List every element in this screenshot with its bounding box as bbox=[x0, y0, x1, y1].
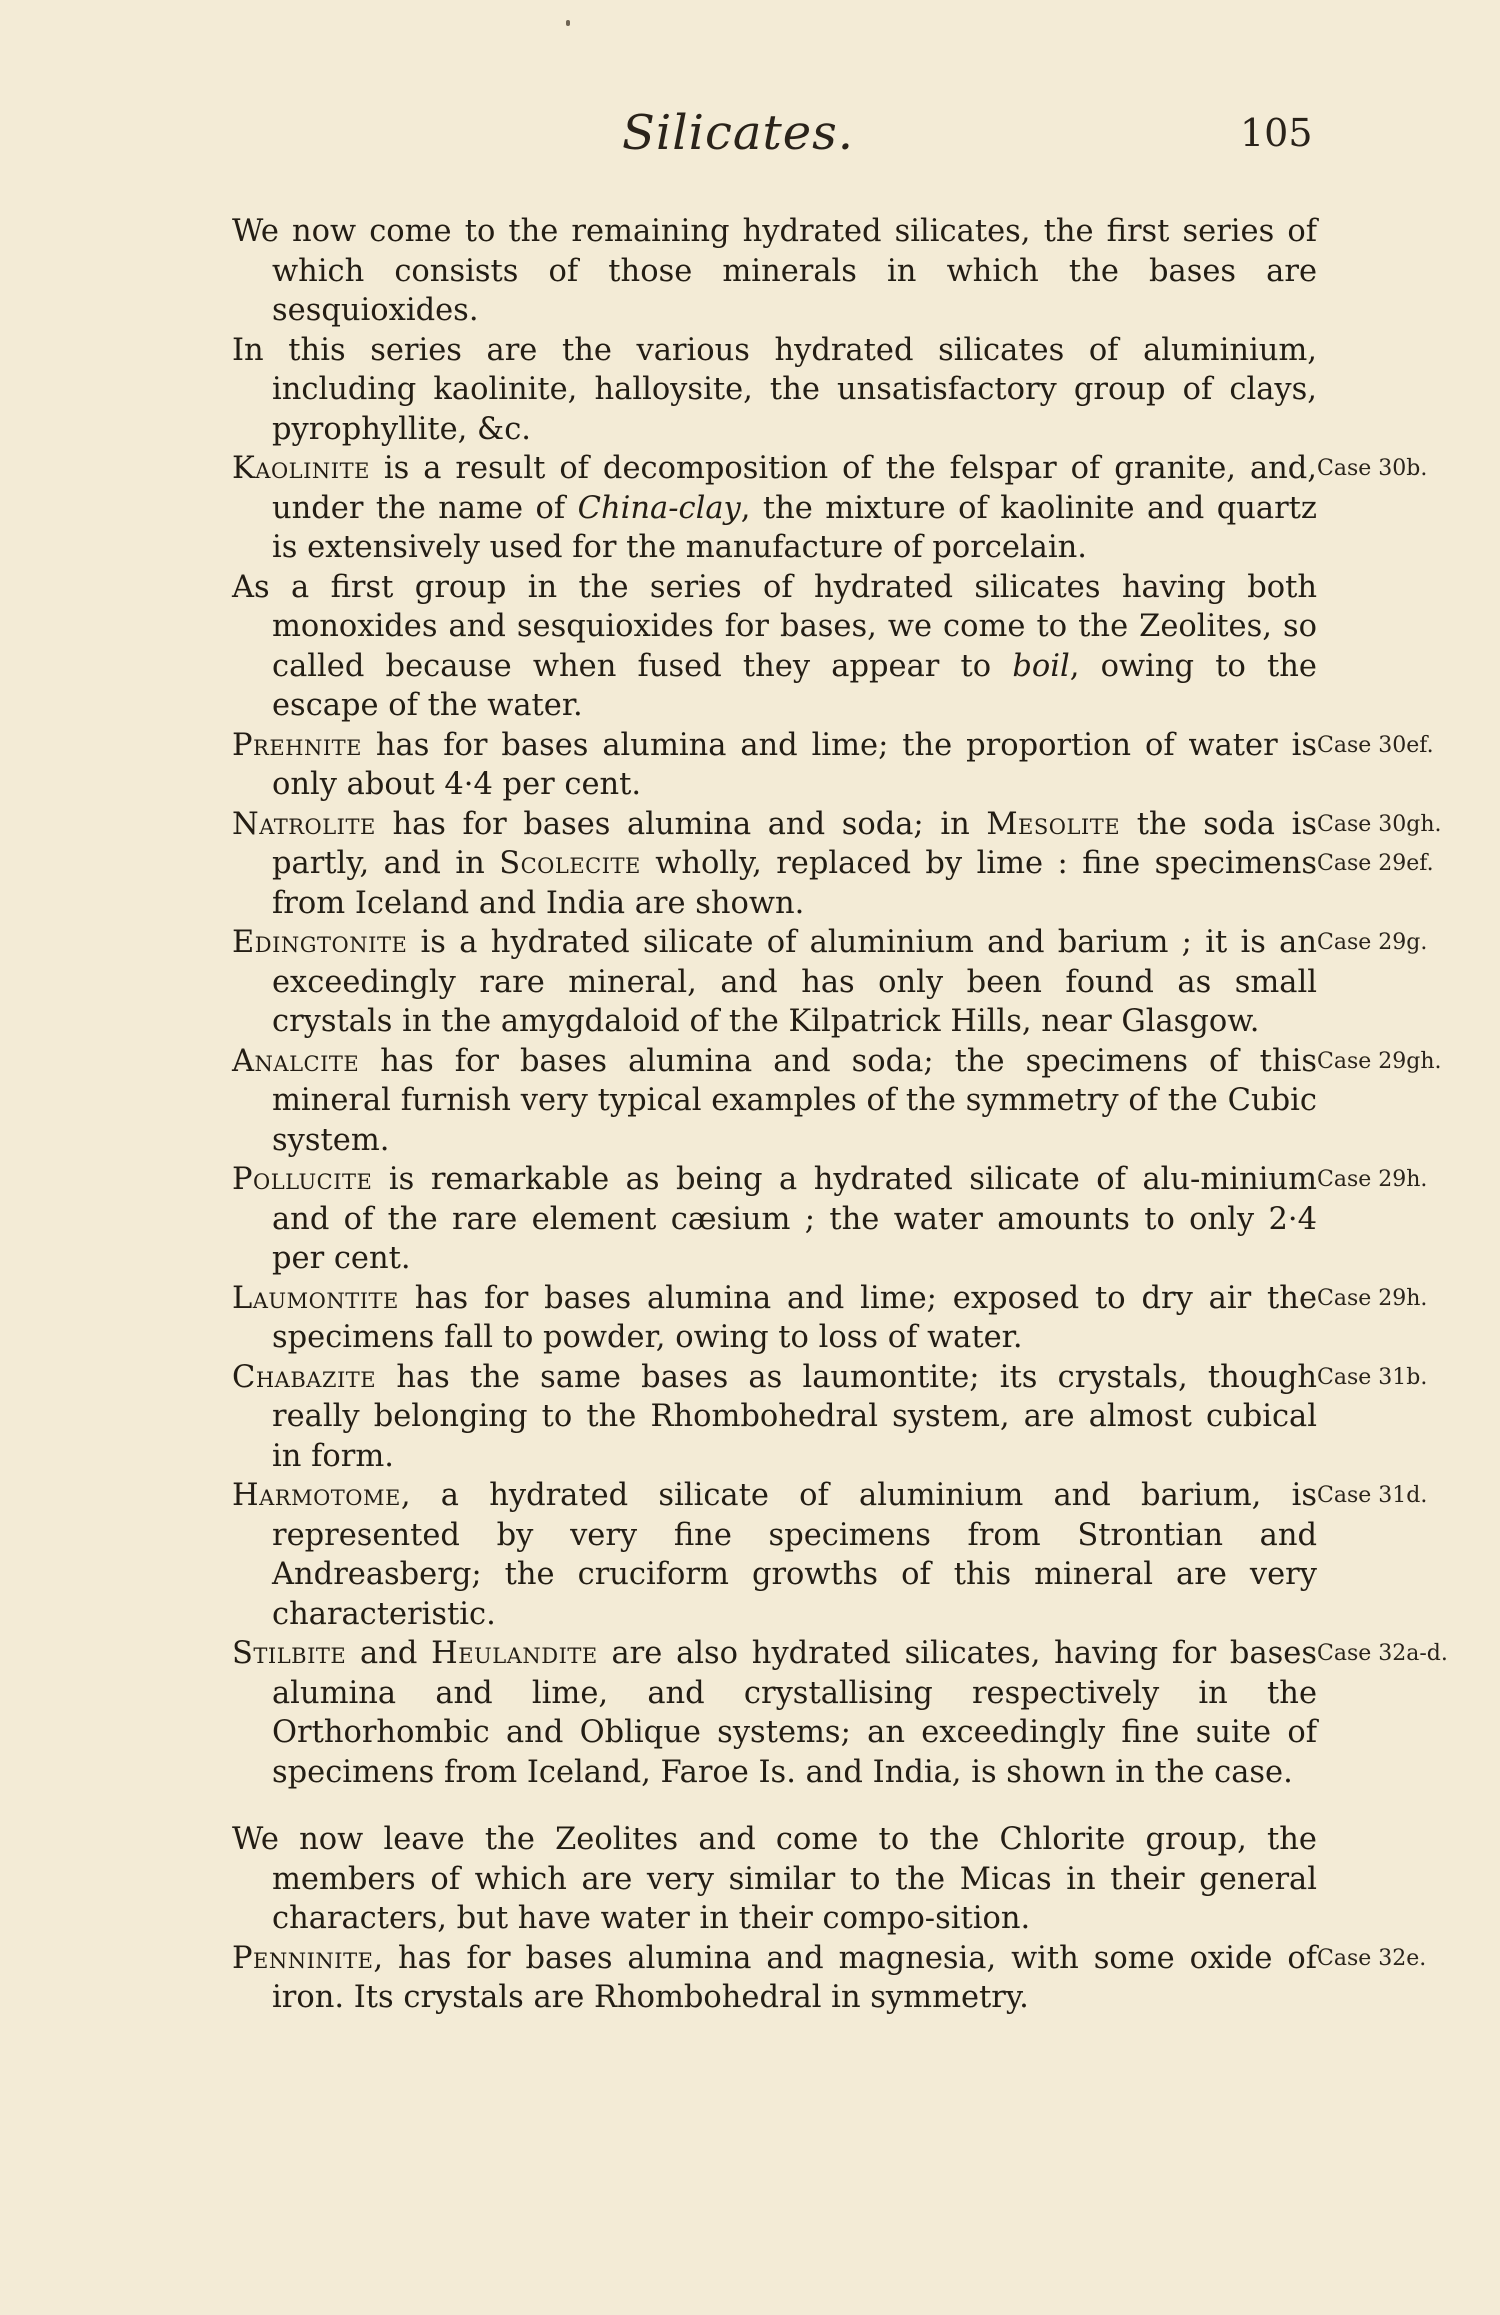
paragraph-pollucite bbox=[232, 1160, 1428, 1279]
case-reference: Case 29g. bbox=[1317, 930, 1428, 955]
paragraph-text: is remarkable as being a hydrated silicate of alu-minium and of the rare element cæsium ; the water amounts to only 2·4 per cent. bbox=[272, 1162, 1317, 1276]
paragraph-analcite bbox=[232, 1042, 1442, 1161]
page-header bbox=[0, 105, 1500, 165]
paragraph-text: has for bases alumina and lime; exposed to dry air the specimens fall to powder, owing to loss of water. bbox=[272, 1280, 1317, 1355]
case-reference: Case 30ef. bbox=[1317, 732, 1434, 758]
paragraph-harmotome bbox=[232, 1476, 1428, 1634]
mineral-name: Scolecite bbox=[499, 846, 641, 881]
paragraph-text: has for bases alumina and soda; the specimens of this mineral furnish very typical examples of the symmetry of the Cubic system. bbox=[272, 1043, 1317, 1158]
paragraph-text: has for bases alumina and soda; in bbox=[375, 806, 987, 842]
mineral-name: Harmotome bbox=[232, 1478, 401, 1513]
paragraph-text: , has for bases alumina and magnesia, with some oxide of iron. Its crystals are Rhombohedral in symmetry. bbox=[272, 1940, 1317, 2015]
mineral-name: Prehnite bbox=[232, 727, 362, 763]
paragraph-prehnite bbox=[232, 726, 1434, 805]
mineral-name: Laumontite bbox=[232, 1280, 399, 1316]
paragraph-penninite bbox=[232, 1939, 1427, 2018]
page-body bbox=[232, 212, 1448, 2018]
mineral-name: Edingtonite bbox=[232, 925, 408, 960]
paragraph-text: the soda is partly, and in bbox=[272, 806, 1317, 881]
paragraph-text: , the mixture of kaolinite and quartz is extensively used for the manufacture of porcelain. bbox=[272, 490, 1317, 565]
paragraph-natrolite bbox=[232, 805, 1442, 924]
case-reference: Case 30gh. bbox=[1317, 811, 1442, 837]
case-reference: Case 29gh. bbox=[1317, 1048, 1442, 1074]
paragraph-text: , owing to the escape of the water. bbox=[272, 648, 1317, 723]
case-reference: Case 31b. bbox=[1317, 1364, 1428, 1390]
case-reference: Case 32a-d. bbox=[1317, 1641, 1448, 1666]
paragraph-text: is a hydrated silicate of aluminium and barium ; it is an exceedingly rare mineral, and has only been found as small crystals in the amygdaloid of the Kilpatrick Hills, near Glasgow. bbox=[272, 925, 1317, 1039]
paragraph-laumontite bbox=[232, 1279, 1428, 1358]
mineral-name: Natrolite bbox=[232, 806, 376, 842]
paragraph-text: As a first group in the series of hydrated silicates having both monoxides and sesquioxides for bases, we come to the Zeolites, so called because when fused they appear to bbox=[232, 569, 1317, 684]
mineral-name: Stilbite bbox=[232, 1636, 347, 1671]
paragraph-text: , a hydrated silicate of aluminium and barium, is represented by very fine specimens from Strontian and Andreasberg; the cruciform growths of this mineral are very characteristic. bbox=[272, 1478, 1317, 1632]
paragraph-text: are also hydrated silicates, having for bases alumina and lime, and crystallising respectively in the Orthorhombic and Oblique systems; an exceedingly fine suite of specimens from Iceland, Faroe Is. and India, is shown in the case. bbox=[272, 1636, 1317, 1790]
paragraph-kaolinite bbox=[232, 449, 1428, 568]
paragraph-chabazite bbox=[232, 1358, 1428, 1477]
mineral-name: Kaolinite bbox=[232, 451, 370, 486]
mineral-name: Pollucite bbox=[232, 1162, 373, 1197]
running-title: Silicates. bbox=[622, 105, 855, 161]
ink-speck bbox=[566, 20, 570, 26]
italic-term: boil bbox=[1012, 648, 1070, 684]
paragraph-text: We now come to the remaining hydrated silicates, the first series of which consists of those minerals in which the bases are sesquioxides. bbox=[232, 214, 1317, 328]
italic-term: China-clay bbox=[577, 490, 741, 526]
case-reference: Case 29ef. bbox=[1317, 851, 1434, 876]
mineral-name: Mesolite bbox=[986, 806, 1121, 842]
mineral-name: Analcite bbox=[232, 1043, 360, 1079]
paragraph-text: has the same bases as laumontite; its crystals, though really belonging to the Rhombohedral system, are almost cubical in form. bbox=[272, 1359, 1317, 1474]
page-number: 105 bbox=[1240, 111, 1313, 155]
paragraph-edingtonite bbox=[232, 923, 1428, 1042]
mineral-name: Heulandite bbox=[431, 1636, 598, 1671]
paragraph-text: has for bases alumina and lime; the proportion of water is only about 4·4 per cent. bbox=[272, 727, 1317, 802]
case-reference: Case 29h. bbox=[1317, 1285, 1428, 1311]
paragraph-text: We now leave the Zeolites and come to the Chlorite group, the members of which are very similar to the Micas in their general characters, but have water in their compo-sition. bbox=[232, 1822, 1317, 1936]
case-reference: Case 30b. bbox=[1317, 456, 1428, 481]
case-reference: Case 31d. bbox=[1317, 1483, 1428, 1508]
paragraph-aluminium-series bbox=[232, 331, 1317, 450]
paragraph-text: In this series are the various hydrated silicates of aluminium, including kaolinite, halloysite, the unsatisfactory group of clays, pyrophyllite, &c. bbox=[232, 332, 1317, 447]
paragraph-hydrated-silicates-intro bbox=[232, 212, 1317, 331]
mineral-name: Penninite bbox=[232, 1940, 374, 1976]
paragraph-text: is a result of decomposition of the felspar of granite, and, under the name of bbox=[272, 451, 1317, 526]
case-reference: Case 29h. bbox=[1317, 1167, 1428, 1192]
case-reference: Case 32e. bbox=[1317, 1945, 1427, 1971]
paragraph-zeolites bbox=[232, 568, 1317, 726]
paragraph-chlorite-group bbox=[232, 1820, 1317, 1939]
paragraph-text: and bbox=[346, 1636, 432, 1671]
mineral-name: Chabazite bbox=[232, 1359, 377, 1395]
paragraph-stilbite bbox=[232, 1634, 1448, 1792]
paragraph-text: wholly, replaced by lime : fine specimens from Iceland and India are shown. bbox=[272, 846, 1317, 921]
